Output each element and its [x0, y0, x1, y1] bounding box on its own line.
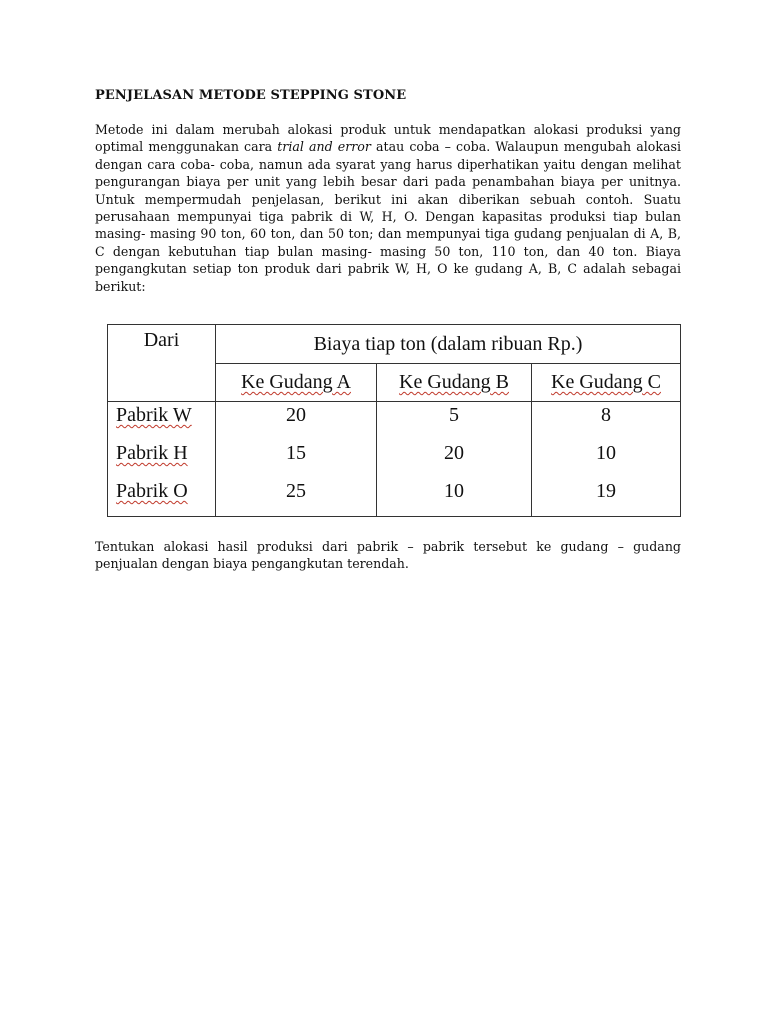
- header-from: Dari: [108, 325, 216, 402]
- row-labels: [108, 402, 216, 517]
- document-title: PENJELASAN METODE STEPPING STONE: [95, 88, 407, 103]
- column-a-values: [216, 402, 377, 517]
- row-label: Pabrik H: [116, 442, 188, 464]
- intro-paragraph: [95, 121, 681, 295]
- column-header-a: Ke Gudang A: [216, 364, 377, 402]
- table-body-row: [108, 402, 681, 517]
- intro-text-end: atau coba – coba. Walaupun mengubah alokasi dengan cara coba- coba, namun ada syarat yang harus diperhatikan yaitu dengan melihat pengurangan biaya per unit yang lebih besar dari pada penambahan biaya per unitnya. Untuk mempermudah penjelasan, berikut ini akan diberikan sebuah contoh. Suatu perusahaan mempunyai tiga pabrik di W, H, O. Dengan kapasitas produksi tiap bulan masing- masing 90 ton, 60 ton, dan 50 ton; dan mempunyai tiga gudang penjualan di A, B, C dengan kebutuhan tiap bulan masing- masing 50 ton, 110 ton, dan 40 ton. Biaya pengangkutan setiap ton produk dari pabrik W, H, O ke gudang A, B, C adalah sebagai berikut:: [95, 139, 681, 294]
- cell-value: 15: [286, 442, 306, 464]
- cell-value: 8: [601, 404, 611, 426]
- cell-value: 10: [444, 480, 464, 502]
- question-paragraph: Tentukan alokasi hasil produksi dari pabrik – pabrik tersebut ke gudang – gudang penjualan dengan biaya pengangkutan terendah.: [95, 539, 681, 572]
- column-c-values: [532, 402, 681, 517]
- cell-value: 20: [286, 404, 306, 426]
- cell-value: 25: [286, 480, 306, 502]
- cell-value: 5: [449, 404, 459, 426]
- column-header-c: Ke Gudang C: [532, 364, 681, 402]
- cell-value: 20: [444, 442, 464, 464]
- intro-text-start: Metode ini dalam merubah alokasi produk untuk mendapatkan alokasi produksi yang optimal menggunakan cara: [95, 122, 681, 155]
- cell-value: 10: [596, 442, 616, 464]
- cost-table: [107, 324, 681, 517]
- column-b-values: [377, 402, 532, 517]
- column-header-b: Ke Gudang B: [377, 364, 532, 402]
- header-cost: Biaya tiap ton (dalam ribuan Rp.): [216, 325, 681, 364]
- intro-text-italic: trial and error: [277, 139, 371, 155]
- row-label: Pabrik W: [116, 404, 192, 426]
- row-label: Pabrik O: [116, 480, 188, 502]
- cell-value: 19: [596, 480, 616, 502]
- table-header-row: [108, 325, 681, 364]
